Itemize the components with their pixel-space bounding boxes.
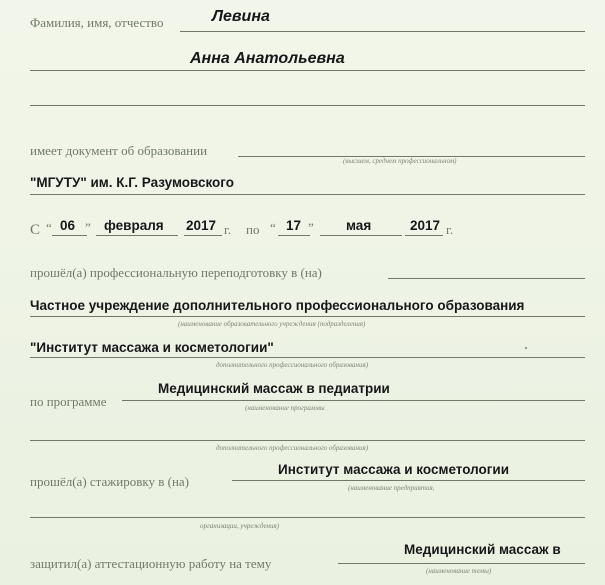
program-underline bbox=[122, 400, 585, 401]
retraining-label: прошёл(а) профессиональную переподготовку в (на) bbox=[30, 265, 322, 280]
thesis-hint: (наименование темы) bbox=[426, 567, 492, 575]
period-to-day-underline bbox=[278, 235, 310, 236]
program-extra-underline bbox=[30, 440, 585, 441]
retraining-org-line2: "Институт массажа и косметологии" bbox=[30, 340, 274, 355]
program-hint2: дополнительного профессионального образования) bbox=[216, 444, 369, 452]
quote-close-1: ” bbox=[85, 220, 91, 235]
given-names-value: Анна Анатольевна bbox=[190, 50, 345, 67]
retraining-org-line2-underline bbox=[30, 357, 585, 358]
education-doc-label: имеет документ об образовании bbox=[30, 143, 208, 158]
period-to-month: мая bbox=[346, 218, 372, 233]
period-from-month: февраля bbox=[104, 218, 164, 233]
period-from-day-underline bbox=[52, 235, 87, 236]
internship-hint: (наименование предприятия, bbox=[348, 484, 435, 492]
quote-close-2: ” bbox=[308, 220, 314, 235]
period-year-suffix-1: г. bbox=[224, 222, 232, 237]
education-doc-hint: (высшем, среднем профессиональном) bbox=[343, 157, 457, 165]
program-hint: (наименование программы bbox=[245, 404, 325, 412]
dust-mark bbox=[525, 347, 527, 349]
internship-value: Институт массажа и косметологии bbox=[278, 462, 509, 477]
full-name-label: Фамилия, имя, отчество bbox=[30, 15, 164, 30]
period-from-year: 2017 bbox=[186, 218, 217, 233]
period-from-month-underline bbox=[96, 235, 178, 236]
period-from-year-underline bbox=[184, 235, 222, 236]
surname-value: Левина bbox=[212, 8, 270, 25]
given-names-underline bbox=[30, 70, 585, 71]
program-label: по программе bbox=[30, 394, 107, 409]
period-from-day: 06 bbox=[60, 218, 76, 233]
retraining-org-hint1: (наименование образовательного учреждения (подразделения) bbox=[178, 320, 366, 328]
institution-value: "МГУТУ" им. К.Г. Разумовского bbox=[30, 175, 234, 190]
surname-underline bbox=[180, 31, 585, 32]
internship-underline bbox=[232, 480, 585, 481]
retraining-org-hint2: дополнительного профессионального образования) bbox=[216, 361, 369, 369]
period-from-prefix: С bbox=[30, 222, 41, 238]
quote-open-1: “ bbox=[46, 220, 52, 235]
internship-extra-underline bbox=[30, 517, 585, 518]
period-to-prefix: по bbox=[246, 222, 260, 237]
period-to-year: 2017 bbox=[410, 218, 441, 233]
period-to-day: 17 bbox=[286, 218, 302, 233]
internship-label: прошёл(а) стажировку в (на) bbox=[30, 474, 190, 489]
retraining-org-line1: Частное учреждение дополнительного профессионального образования bbox=[30, 298, 525, 313]
retraining-org-line1-underline bbox=[30, 316, 585, 317]
period-year-suffix-2: г. bbox=[446, 222, 454, 237]
thesis-label: защитил(а) аттестационную работу на тему bbox=[30, 556, 272, 571]
program-value: Медицинский массаж в педиатрии bbox=[158, 381, 390, 396]
institution-underline bbox=[30, 194, 585, 195]
thesis-value: Медицинский массаж в bbox=[404, 542, 561, 557]
internship-hint2: организации, учреждения) bbox=[200, 522, 280, 530]
name-extra-underline bbox=[30, 105, 585, 106]
period-to-year-underline bbox=[405, 235, 443, 236]
retraining-underline bbox=[388, 278, 585, 279]
period-to-month-underline bbox=[320, 235, 402, 236]
thesis-underline bbox=[338, 563, 585, 564]
quote-open-2: “ bbox=[270, 220, 276, 235]
